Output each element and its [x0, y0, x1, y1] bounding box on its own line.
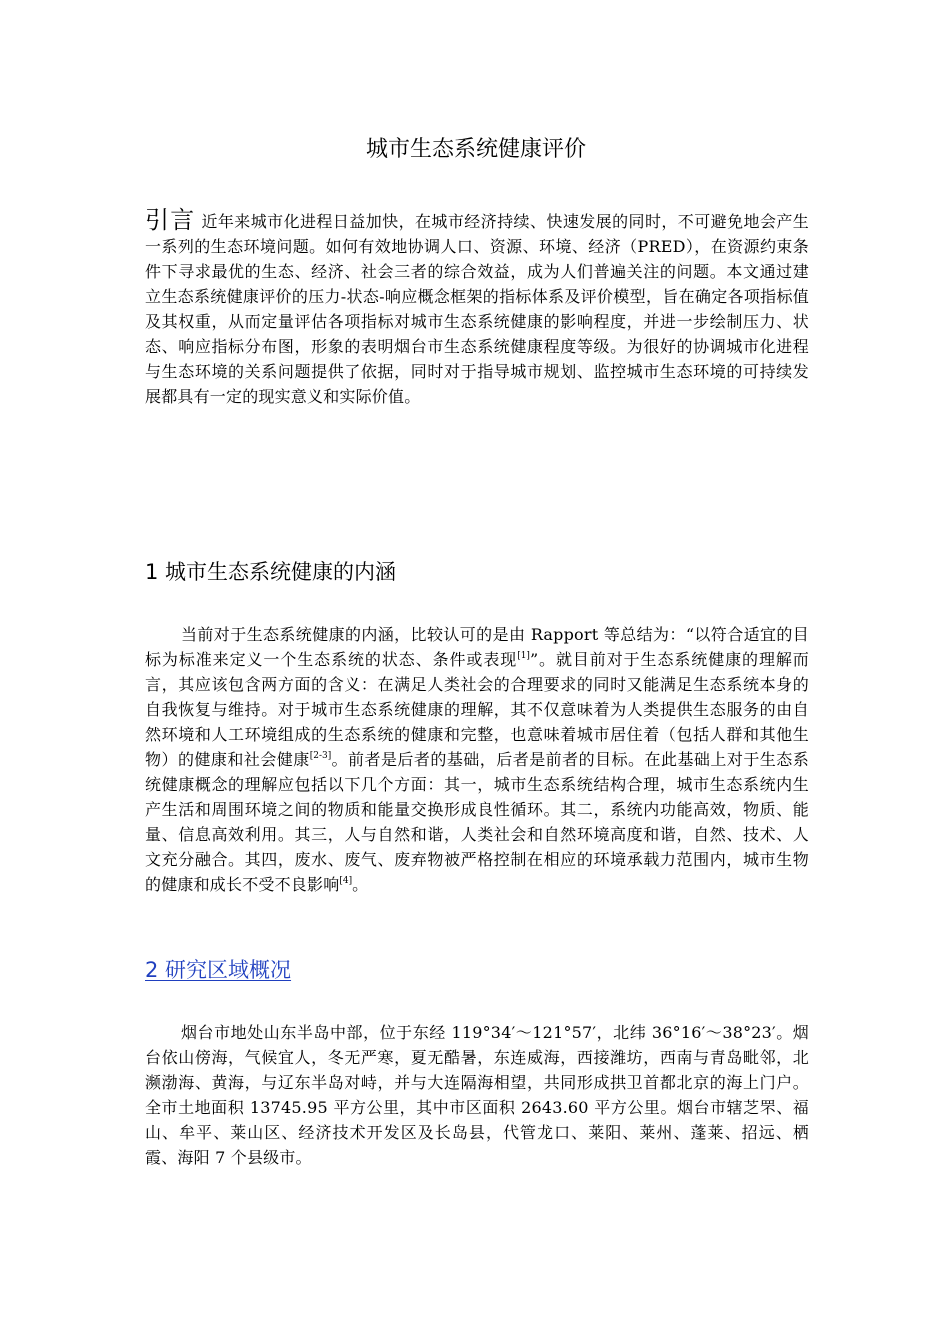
document-title: 城市生态系统健康评价 [365, 137, 586, 162]
citation-ref-4[interactable]: [4] [339, 876, 353, 886]
section-1-text-c: 。前者是后者的基础，后者是前者的目标。在此基础上对于生态系统健康概念的理解应包括以下几个方面：其一，城市生态系统结构合理，城市生态系统内生产生活和周围环境之间的物质和能量交换形成良性循环。其二，系统内功能高效，物质、能量、信息高效利用。其三，人与自然和谐，人类社会和自然环境高度和谐，自然、技术、人文充分融合。其四，废水、废气、废弃物被严格控制在相应的环境承载力范围内，城市生物的健康和成长不受不良影响 [145, 750, 809, 894]
intro-label: 引言 [145, 206, 196, 234]
intro-paragraph [145, 208, 809, 409]
citation-ref-1[interactable]: [1] [517, 651, 530, 661]
section-2-paragraph: 烟台市地处山东半岛中部，位于东经 119°34′～121°57′，北纬 36°16′～38°23′。烟台依山傍海，气候宜人，冬无严寒，夏无酷暑，东连威海，西接潍坊，西南与青岛毗邻，北濒渤海、黄海，与辽东半岛对峙，并与大连隔海相望，共同形成拱卫首都北京的海上门户。全市土地面积 13745.95 平方公里，其中市区面积 2643.60 平方公里。烟台市辖芝罘、福山、牟平、莱山区、经济技术开发区及长岛县，代管龙口、莱阳、莱州、蓬莱、招远、栖霞、海阳 7 个县级市。 [145, 1023, 809, 1167]
section-1-text-b: ”。就目前对于生态系统健康的理解而言，其应该包含两方面的含义：在满足人类社会的合理要求的同时又能满足生态系统本身的自我恢复与维持。对于城市生态系统健康的理解，其不仅意味着为人类提供生态服务的由自然环境和人工环境组成的生态系统的健康和完整，也意味着城市居住着（包括人群和其他生物）的健康和社会健康 [145, 650, 809, 769]
citation-ref-2-3[interactable]: [2-3] [309, 751, 332, 761]
section-1-heading: 1 城市生态系统健康的内涵 [145, 560, 397, 584]
section-1-paragraph [145, 622, 809, 897]
intro-text: 近年来城市化进程日益加快，在城市经济持续、快速发展的同时，不可避免地会产生一系列的生态环境问题。如何有效地协调人口、资源、环境、经济（PRED），在资源约束条件下寻求最优的生态、经济、社会三者的综合效益，成为人们普遍关注的问题。本文通过建立生态系统健康评价的压力-状态-响应概念框架的指标体系及评价模型，旨在确定各项指标值及其权重，从而定量评估各项指标对城市生态系统健康的影响程度，并进一步绘制压力、状态、响应指标分布图，形象的表明烟台市生态系统健康程度等级。为很好的协调城市化进程与生态环境的关系问题提供了依据，同时对于指导城市规划、监控城市生态环境的可持续发展都具有一定的现实意义和实际价值。 [145, 212, 809, 406]
section-1-text-d: 。 [352, 875, 369, 894]
section-2-heading [145, 954, 291, 986]
section-1-text-a: 当前对于生态系统健康的内涵，比较认可的是由 Rapport 等总结为：“以符合适宜的目标为标准来定义一个生态系统的状态、条件或表现 [145, 625, 809, 669]
section-2-heading-link[interactable]: 2 研究区域概况 [145, 958, 292, 982]
